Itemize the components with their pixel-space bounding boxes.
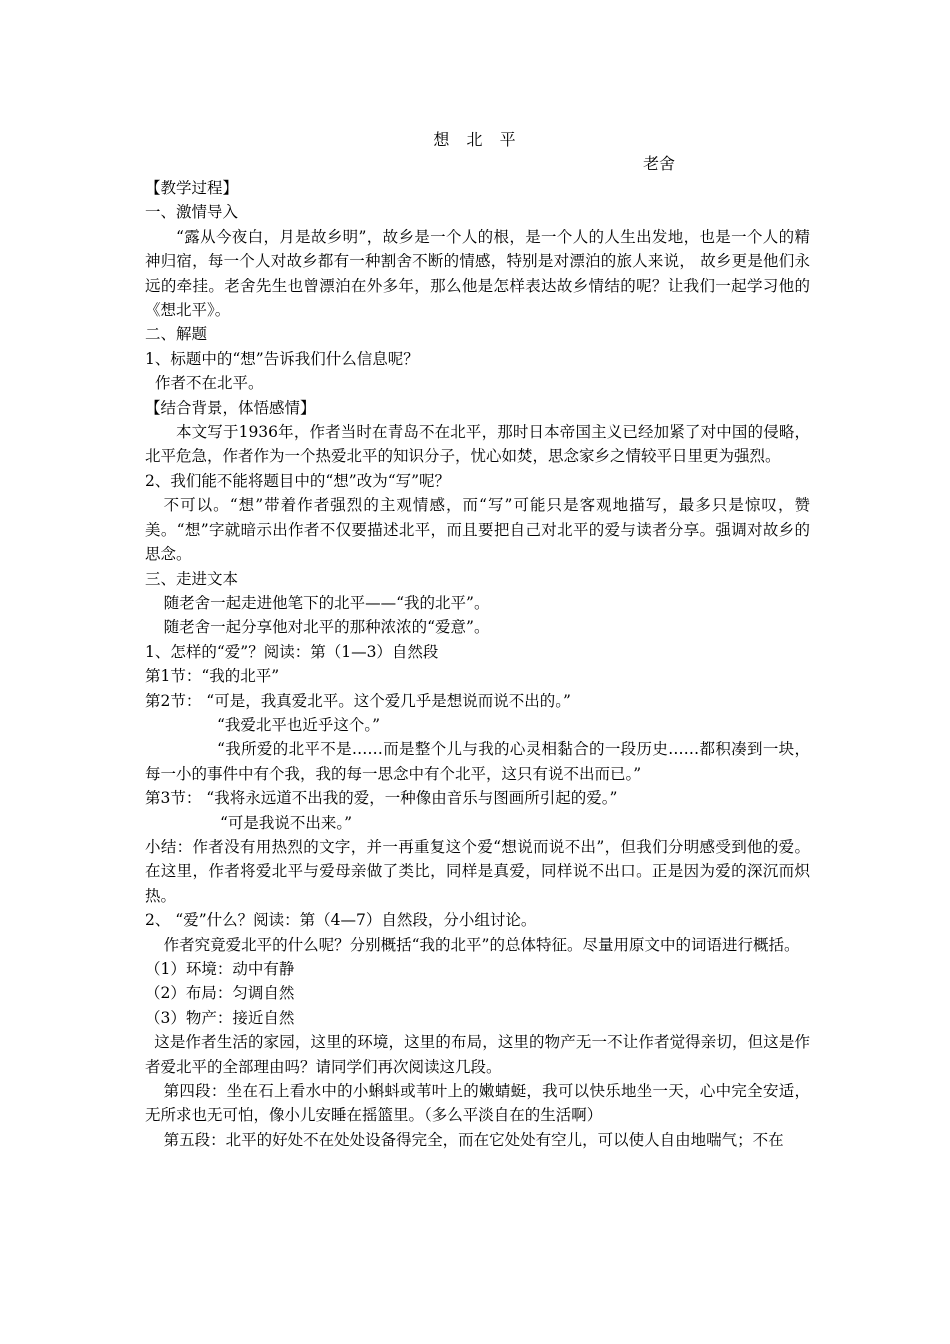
document-page (145, 120, 810, 1152)
quote: “我所爱的北平不是……而是整个儿与我的心灵相黏合的一段历史……都积凑到一块，每一小的事件中有个我，我的每一思念中有个北平，这只有说不出而已。” (145, 740, 810, 783)
paragraph: 第四段：坐在石上看水中的小蝌蚪或苇叶上的嫩蜻蜓，我可以快乐地坐一天，心中完全安适，无所求也无可怕，像小儿安睡在摇篮里。（多么平淡自在的生活啊） (145, 1082, 810, 1125)
list-item: （3）物产：接近自然 (145, 1008, 295, 1027)
document-title: 想 北 平 (433, 130, 522, 149)
paragraph: 这是作者生活的家园，这里的环境，这里的布局，这里的物产无一不让作者觉得亲切，但这是作者爱北平的全部理由吗？请同学们再次阅读这几段。 (145, 1033, 810, 1076)
paragraph: “露从今夜白，月是故乡明”，故乡是一个人的根，是一个人的人生出发地，也是一个人的精神归宿，每一个人对故乡都有一种割舍不断的情感，特别是对漂泊的旅人来说， 故乡更是他们永远的牵挂。老舍先生也曾漂泊在外多年，那么他是怎样表达故乡情结的呢？让我们一起学习他的《想北平》。 (145, 227, 810, 320)
section-heading: 【教学过程】 (145, 179, 239, 197)
list-item: 第1节：“我的北平” (145, 667, 280, 686)
answer: 作者不在北平。 (155, 374, 264, 393)
summary: 小结：作者没有用热烈的文字，并一再重复这个爱“想说而说不出”，但我们分明感受到他的爱。在这里，作者将爱北平与爱母亲做了类比，同样是真爱，同样说不出口。正是因为爱的深沉而炽热。 (145, 837, 810, 905)
paragraph: 随老舍一起分享他对北平的那种浓浓的“爱意”。 (163, 618, 490, 637)
paragraph: 本文写于1936年，作者当时在青岛不在北平，那时日本帝国主义已经加紧了对中国的侵略，北平危急，作者作为一个热爱北平的知识分子，忧心如焚，思念家乡之情较平日里更为强烈。 (145, 423, 810, 466)
paragraph: 随老舍一起走进他笔下的北平——“我的北平”。 (163, 593, 490, 612)
quote: “可是我说不出来。” (220, 813, 353, 832)
list-item: （1）环境：动中有静 (145, 960, 295, 978)
section-heading: 一、激情导入 (145, 203, 239, 222)
question: 2、 “爱”什么？阅读：第（4—7）自然段，分小组讨论。 (145, 911, 537, 930)
paragraph: 第五段：北平的好处不在处处设备得完全，而在它处处有空儿，可以使人自由地喘气；不在 (163, 1130, 784, 1149)
quote: “我爱北平也近乎这个。” (217, 715, 381, 734)
section-heading: 三、走进文本 (145, 569, 239, 588)
section-heading: 【结合背景，体悟感情】 (145, 398, 316, 417)
question: 2、我们能不能将题目中的“想”改为“写”呢？ (145, 471, 451, 490)
list-item: 第2节： “可是，我真爱北平。这个爱几乎是想说而说不出的。” (145, 691, 571, 710)
question: 1、怎样的“爱”？阅读：第（1—3）自然段 (145, 642, 439, 661)
list-item: （2）布局：匀调自然 (145, 984, 295, 1003)
section-heading: 二、解题 (145, 325, 208, 344)
question: 1、标题中的“想”告诉我们什么信息呢？ (145, 349, 419, 368)
list-item: 第3节： “我将永远道不出我的爱，一种像由音乐与图画所引起的爱。” (145, 789, 618, 808)
paragraph: 作者究竟爱北平的什么呢？分别概括“我的北平”的总体特征。尽量用原文中的词语进行概括。 (163, 935, 800, 954)
paragraph: 不可以。“想”带着作者强烈的主观情感，而“写”可能只是客观地描写，最多只是惊叹，赞美。“想”字就暗示出作者不仅要描述北平，而且要把自己对北平的爱与读者分享。强调对故乡的思念。 (145, 496, 810, 564)
document-author: 老舍 (642, 154, 675, 173)
